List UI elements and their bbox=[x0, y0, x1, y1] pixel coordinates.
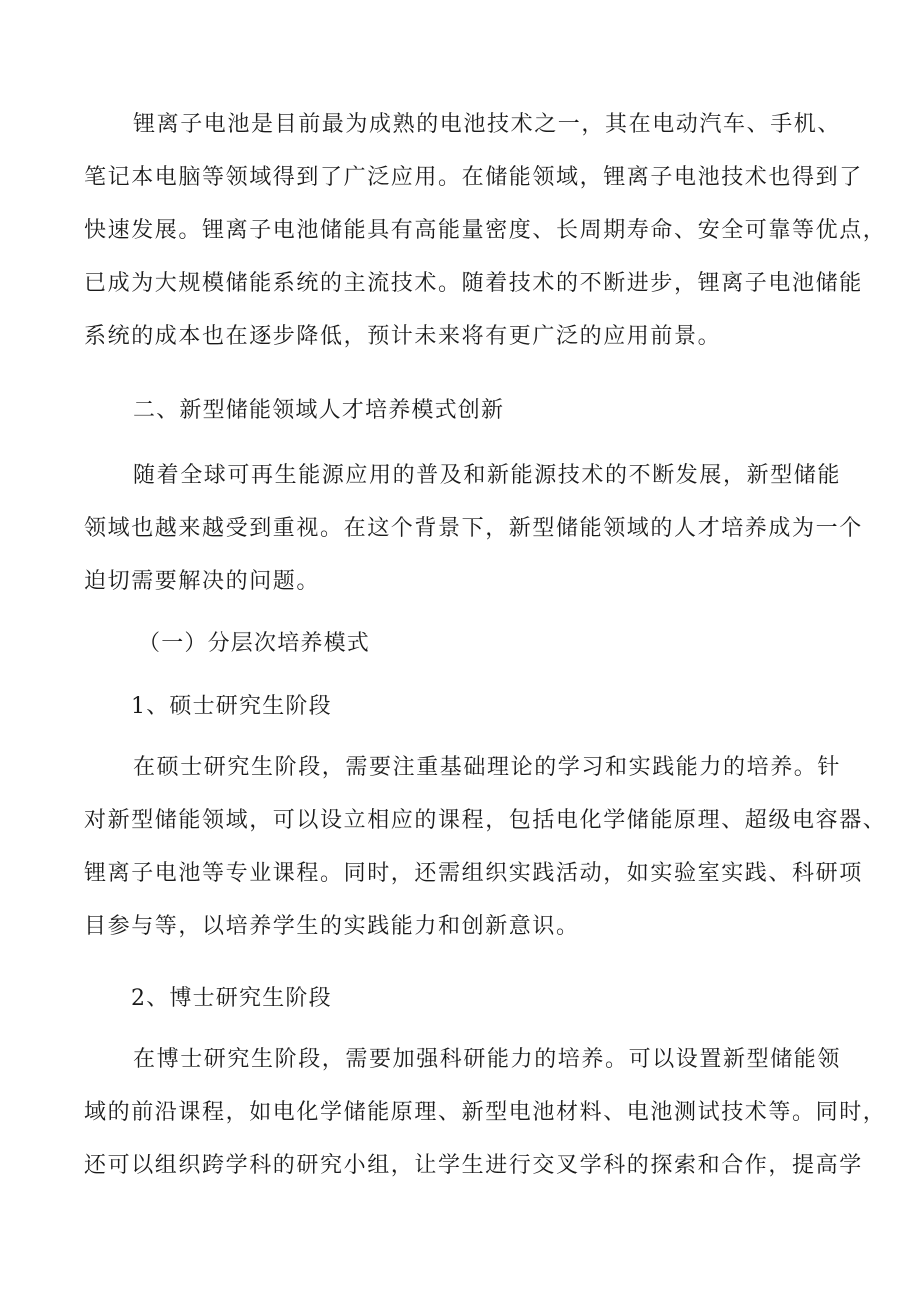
paragraph-line: 领域也越来越受到重视。在这个背景下，新型储能领域的人才培养成为一个 bbox=[84, 516, 863, 541]
paragraph-line: 域的前沿课程，如电化学储能原理、新型电池材料、电池测试技术等。同时， bbox=[84, 1100, 887, 1125]
section-heading: 二、新型储能领域人才培养模式创新 bbox=[133, 398, 505, 423]
paragraph-line: 迫切需要解决的问题。 bbox=[84, 569, 321, 594]
paragraph-line: 在博士研究生阶段，需要加强科研能力的培养。可以设置新型储能领 bbox=[133, 1047, 842, 1072]
item-heading-doctoral: 2、博士研究生阶段 bbox=[131, 986, 332, 1011]
paragraph-line: 随着全球可再生能源应用的普及和新能源技术的不断发展，新型储能 bbox=[133, 463, 842, 488]
subsection-heading: （一）分层次培养模式 bbox=[138, 631, 371, 656]
paragraph-line: 系统的成本也在逐步降低，预计未来将有更广泛的应用前景。 bbox=[84, 324, 722, 349]
paragraph-line: 锂离子电池是目前最为成熟的电池技术之一，其在电动汽车、手机、 bbox=[133, 112, 842, 137]
paragraph-line: 快速发展。锂离子电池储能具有高能量密度、长周期寿命、安全可靠等优点， bbox=[84, 218, 887, 243]
paragraph-line: 目参与等，以培养学生的实践能力和创新意识。 bbox=[84, 914, 580, 939]
paragraph-line: 在硕士研究生阶段，需要注重基础理论的学习和实践能力的培养。针 bbox=[133, 755, 842, 780]
paragraph-line: 对新型储能领域，可以设立相应的课程，包括电化学储能原理、超级电容器、 bbox=[84, 808, 887, 833]
paragraph-line: 还可以组织跨学科的研究小组，让学生进行交叉学科的探索和合作，提高学 bbox=[84, 1153, 863, 1178]
item-heading-masters: 1、硕士研究生阶段 bbox=[131, 694, 332, 719]
paragraph-line: 锂离子电池等专业课程。同时，还需组织实践活动，如实验室实践、科研项 bbox=[84, 861, 863, 886]
paragraph-line: 笔记本电脑等领域得到了广泛应用。在储能领域，锂离子电池技术也得到了 bbox=[84, 165, 863, 190]
paragraph-line: 已成为大规模储能系统的主流技术。随着技术的不断进步，锂离子电池储能 bbox=[84, 271, 863, 296]
